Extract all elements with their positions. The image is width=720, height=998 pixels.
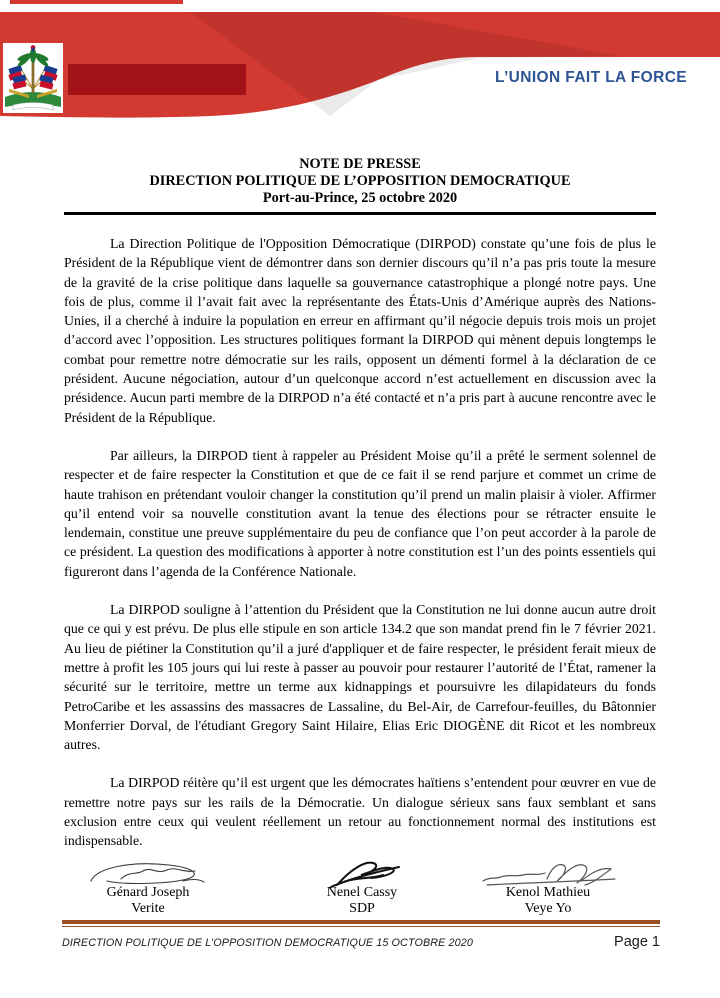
- signatory-name: Génard Joseph: [106, 884, 190, 900]
- body-text: [64, 234, 656, 851]
- footer-running-title: DIRECTION POLITIQUE DE L’OPPOSITION DEMOCRATIQUE 15 OCTOBRE 2020: [62, 937, 473, 949]
- signature-block-kenol-mathieu: [448, 859, 648, 917]
- paragraph-2: Par ailleurs, la DIRPOD tient à rappeler au Président Moise qu’il a prêté le serment solennel de respecter et de faire respecter la Constitution et que de ce fait il se rend parjure et commet un crime de haute trahison en prétendant vouloir changer la constitution qu’il prend un malin plaisir à violer. Affirmer qu’il entend voir sa nouvelle constitution avant la tenue des élections pour se rétracter ensuite le lendemain, constitue une preuve supplémentaire du peu de confiance que l’on peut accorder à la parole de ce président. La question des modifications à apporter à notre constitution est l’un des points essentiels qui figureront dans l’agenda de la Conférence Nationale.: [64, 447, 656, 579]
- signatures-section: [64, 859, 656, 923]
- signatory-org: Veye Yo: [524, 900, 572, 916]
- footer-rule-thick: [62, 920, 660, 924]
- signatory-name: Nenel Cassy: [326, 884, 398, 900]
- paragraph-4: La DIRPOD réitère qu’il est urgent que les démocrates haïtiens s’entendent pour œuvrer en vue de remettre notre pays sur les rails de la Démocratie. Un dialogue sérieux sans faux semblant et sans exclusion entre ceux qui veulent réellement un retour au fonctionnement normal des institutions est indispensable.: [64, 775, 656, 849]
- title-block: [64, 156, 656, 207]
- signatory-name: Kenol Mathieu: [505, 884, 591, 900]
- title-line-note-de-presse: NOTE DE PRESSE: [299, 156, 421, 172]
- title-divider-rule: [64, 212, 656, 215]
- motto-text: L’UNION FAIT LA FORCE: [494, 69, 688, 86]
- footer-page-number: Page 1: [614, 934, 660, 950]
- title-line-date: Port-au-Prince, 25 octobre 2020: [262, 190, 458, 206]
- signature-block-genard-joseph: [48, 859, 248, 917]
- signatory-org: Verite: [131, 900, 165, 916]
- paragraph-3: La DIRPOD souligne à l’attention du Président que la Constitution ne lui donne aucun autre droit que ce qui y est prévu. De plus elle stipule en son article 134.2 que son mandat prend fin le 7 février 2021. Au lieu de piétiner la Constitution qu’il a juré d'appliquer et de faire respecter, le président ferait mieux de mettre à profit les 105 jours qui lui reste à passer au pouvoir pour restaurer l’autorité de l’État, ramener la sécurité sur le territoire, mettre un terme aux kidnappings et poursuivre les dilapidateurs du fonds PetroCaribe et les assassins des massacres de Lassaline, du Bel-Air, de Carrefour-feuilles, du Bâtonnier Monferrier Dorval, de l'étudiant Gregory Saint Hilaire, Elias Eric DIOGÈNE dit Ricot et les nombreux autres.: [64, 602, 656, 753]
- signatory-org: SDP: [349, 900, 375, 916]
- signature-block-nenel-cassy: [262, 859, 462, 917]
- paragraph-1: La Direction Politique de l'Opposition Démocratique (DIRPOD) constate qu’une fois de plus le Président de la République vient de démontrer dans son dernier discours qu’il n’a pas pris toute la mesure de la gravité de la crise politique dans laquelle sa gouvernance catastrophique a plongé notre pays. Une fois de plus, comme il l’avait fait avec la représentante des États-Unis d’Amérique auprès des Nations-Unies, il a cherché à induire la population en erreur en affirmant qu’il négocie depuis trois mois un projet d’accord avec l’opposition. Les structures politiques formant la DIRPOD qui mènent depuis longtemps le combat pour remettre notre démocratie sur les rails, opposent un démenti formel à la déclaration de ce président. Aucune négociation, autour d’un quelconque accord n’est actuellement en discussion avec la présidence. Aucun parti membre de la DIRPOD n’a été contacté et n’a pris part à aucune rencontre avec le Président de la République.: [64, 236, 656, 425]
- title-line-direction: DIRECTION POLITIQUE DE L’OPPOSITION DEMOCRATIQUE: [149, 173, 571, 189]
- footer-rule-thin: [62, 926, 660, 927]
- page-footer: [62, 920, 660, 950]
